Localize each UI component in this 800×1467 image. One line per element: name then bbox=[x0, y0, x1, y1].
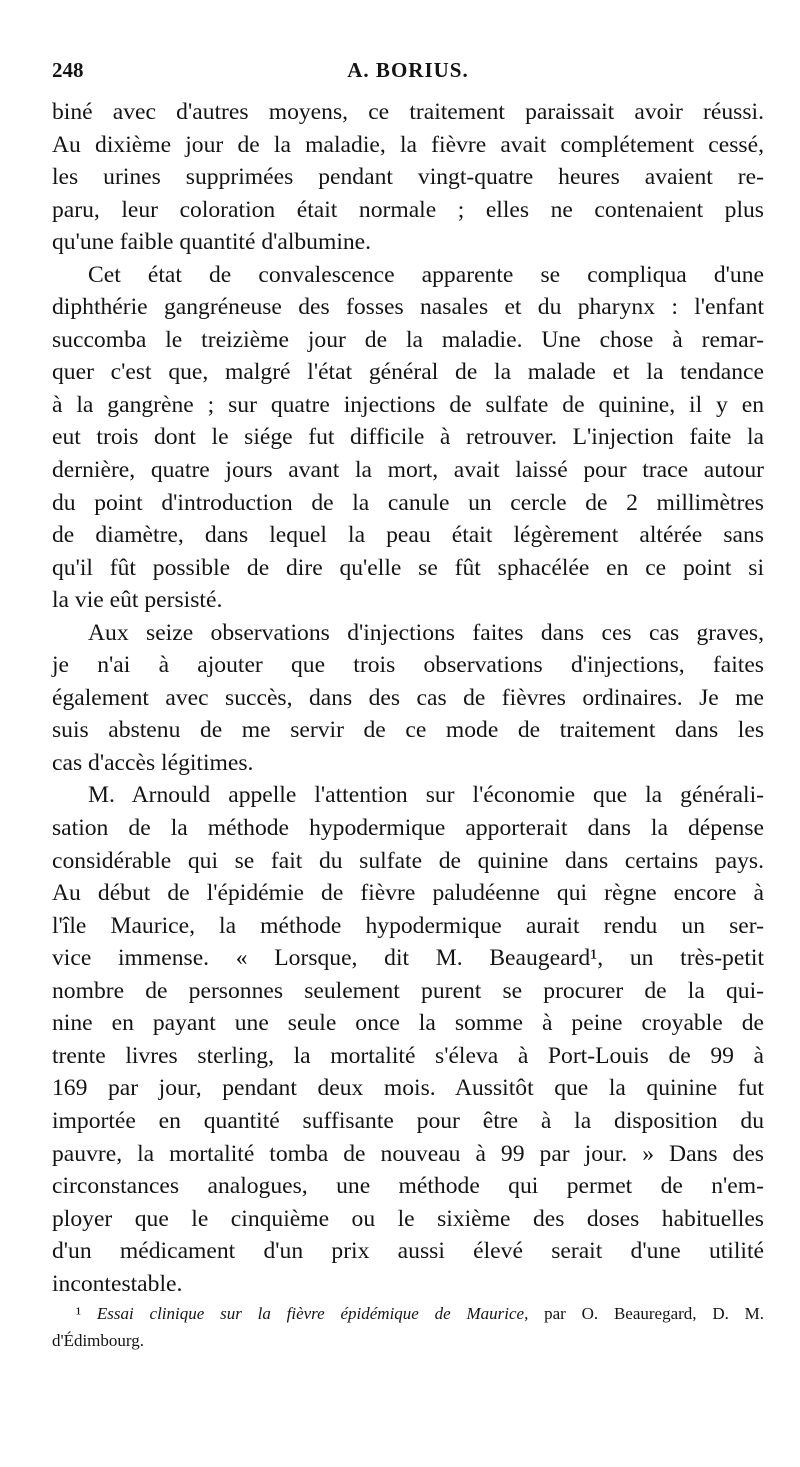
text-line: paru, leur coloration était normale ; elles ne contenaient plus bbox=[52, 196, 764, 223]
text-line: considérable qui se fait du sulfate de quinine dans certains pays. bbox=[52, 847, 764, 874]
text-line: de diamètre, dans lequel la peau était légèrement altérée sans bbox=[52, 522, 764, 549]
text-line: qu'une faible quantité d'albumine. bbox=[52, 229, 372, 256]
text-line: nine en payant une seule once la somme à peine croyable de bbox=[52, 1010, 764, 1037]
footnote-marker: ¹ bbox=[76, 1304, 82, 1323]
text-line: nombre de personnes seulement purent se procurer de la qui- bbox=[52, 977, 764, 1004]
text-line: du point d'introduction de la canule un cercle de 2 millimètres bbox=[52, 489, 764, 516]
text-line: pauvre, la mortalité tomba de nouveau à 99 par jour. » Dans des bbox=[52, 1140, 764, 1167]
text-line: ployer que le cinquième ou le sixième des doses habituelles bbox=[52, 1205, 764, 1232]
footnote-title: Essai clinique sur la fièvre épidémique de Maurice, bbox=[96, 1304, 529, 1323]
text-line: je n'ai à ajouter que trois observations d'injections, faites bbox=[52, 652, 764, 679]
text-line: Cet état de convalescence apparente se compliqua d'une bbox=[88, 261, 764, 288]
running-head bbox=[52, 58, 764, 88]
text-line: à la gangrène ; sur quatre injections de sulfate de quinine, il y en bbox=[52, 391, 764, 418]
text-line: eut trois dont le siége fut difficile à retrouver. L'injection faite la bbox=[52, 424, 764, 451]
footnote-line: d'Édimbourg. bbox=[52, 1331, 144, 1350]
text-line: quer c'est que, malgré l'état général de la malade et la tendance bbox=[52, 359, 764, 386]
page-number: 248 bbox=[52, 58, 84, 82]
footnote bbox=[52, 1300, 764, 1354]
text-line: dernière, quatre jours avant la mort, avait laissé pour trace autour bbox=[52, 457, 764, 484]
text-line: importée en quantité suffisante pour être à la disposition du bbox=[52, 1107, 764, 1134]
text-line: trente livres sterling, la mortalité s'éleva à Port-Louis de 99 à bbox=[52, 1042, 764, 1069]
text-line: diphthérie gangréneuse des fosses nasales et du pharynx : l'enfant bbox=[52, 294, 764, 321]
paragraph bbox=[52, 779, 764, 1300]
text-line: 169 par jour, pendant deux mois. Aussitôt que la quinine fut bbox=[52, 1075, 764, 1102]
text-line: l'île Maurice, la méthode hypodermique aurait rendu un ser- bbox=[52, 912, 764, 939]
text-line: d'un médicament d'un prix aussi élevé serait d'une utilité bbox=[52, 1238, 764, 1265]
text-line: Au début de l'épidémie de fièvre paludéenne qui règne encore à bbox=[52, 880, 764, 907]
footnote-author: par O. Beauregard, D. M. bbox=[528, 1304, 765, 1323]
body-text bbox=[52, 96, 764, 1300]
text-line: vice immense. « Lorsque, dit M. Beaugeard¹, un très-petit bbox=[52, 945, 764, 972]
text-line: également avec succès, dans des cas de fièvres ordinaires. Je me bbox=[52, 684, 764, 711]
text-line: cas d'accès légitimes. bbox=[52, 749, 254, 776]
text-line: circonstances analogues, une méthode qui permet de n'em- bbox=[52, 1173, 764, 1200]
text-line: incontestable. bbox=[52, 1270, 183, 1297]
text-line: Au dixième jour de la maladie, la fièvre avait complétement cessé, bbox=[52, 131, 764, 158]
text-line: les urines supprimées pendant vingt-quatre heures avaient re- bbox=[52, 164, 764, 191]
paragraph bbox=[52, 96, 764, 259]
text-line: qu'il fût possible de dire qu'elle se fût sphacélée en ce point si bbox=[52, 554, 764, 581]
paragraph bbox=[52, 259, 764, 617]
footnote-line bbox=[52, 1300, 764, 1327]
paragraph bbox=[52, 617, 764, 780]
text-line: suis abstenu de me servir de ce mode de traitement dans les bbox=[52, 717, 764, 744]
text-line: Aux seize observations d'injections faites dans ces cas graves, bbox=[88, 619, 764, 646]
text-line: sation de la méthode hypodermique apporterait dans la dépense bbox=[52, 815, 764, 842]
text-line: M. Arnould appelle l'attention sur l'économie que la générali- bbox=[88, 782, 764, 809]
text-line: succomba le treizième jour de la maladie. Une chose à remar- bbox=[52, 326, 764, 353]
text-line: la vie eût persisté. bbox=[52, 587, 223, 614]
running-head-author: A. BORIUS. bbox=[347, 58, 469, 82]
text-line: biné avec d'autres moyens, ce traitement paraissait avoir réussi. bbox=[52, 99, 764, 125]
